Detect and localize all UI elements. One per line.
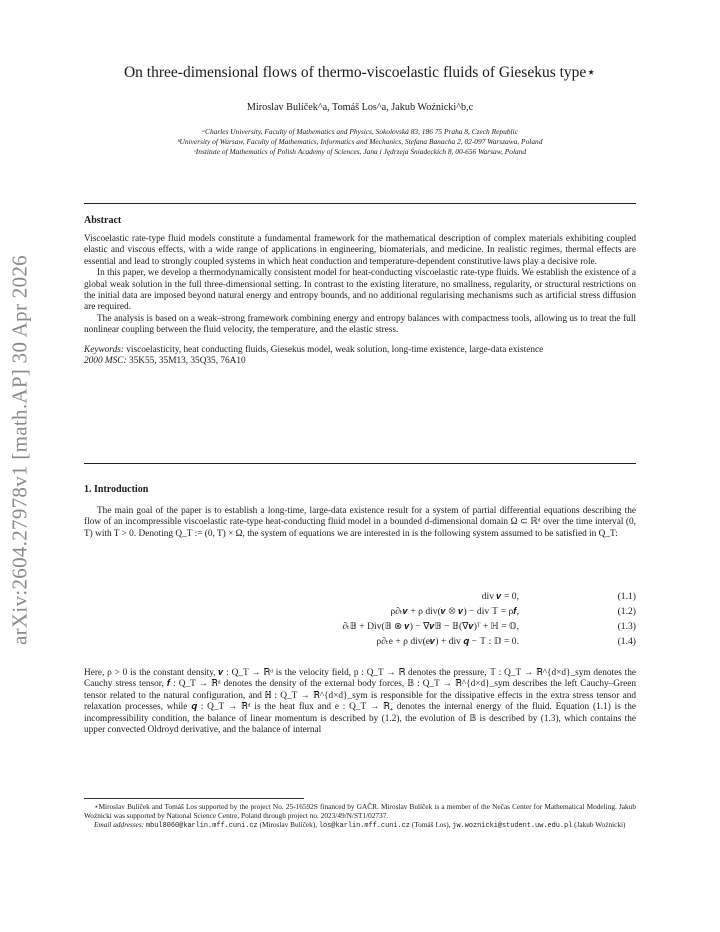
msc-codes [84, 356, 636, 367]
equation-expression: ρ∂ₜe + ρ div(e𝒗) + div 𝒒 − 𝕋 : 𝔻 = 0. [376, 636, 519, 647]
paper-title: On three-dimensional flows of thermo-viscoelastic fluids of Giesekus type⋆ [123, 64, 596, 81]
footnote-rule [84, 798, 304, 799]
equation-expression: ρ∂ₜ𝒗 + ρ div(𝒗 ⊗ 𝒗) − div 𝕋 = ρ𝒇, [390, 606, 519, 617]
intro-paragraph-text: The main goal of the paper is to establish a long-time, large-data existence result for a system of partial differential equations describing the flow of an incompressible viscoelastic rate-type heat-conducting fluid model in a bounded d-dimensional domain Ω ⊂ ℝᵈ over the time interval (0, T) with T > 0. Denoting Q_T := (0, T) × Ω, the system of equations we are interested in is the following system assumed to be satisfied in Q_T: [84, 506, 636, 539]
equation-expression: ∂ₜ𝔹 + Div(𝔹 ⊗ 𝒗) − ∇𝒗𝔹 − 𝔹(∇𝒗)ᵀ + ℍ = 𝕆, [342, 621, 519, 632]
equation-number: (1.3) [617, 621, 636, 632]
funding-note: ⋆Miroslav Bulíček and Tomáš Los supported by the project No. 25-16592S financed by GAČR. Miroslav Bulíček is a member of the Nečas Center for Mathematical Modeling. Jakub Woźnicki was supported by National Science Centre, Poland through project no. 2023/49/N/ST1/02737. [84, 802, 636, 821]
abstract-bottom-rule [84, 463, 636, 464]
abstract-body [84, 234, 636, 367]
equation-number: (1.2) [617, 606, 636, 617]
msc-list: 35K55, 35M13, 35Q35, 76A10 [128, 356, 246, 367]
email-owner: (Tomáš Los), [411, 820, 451, 830]
abstract-top-rule [84, 203, 636, 204]
email-owner: (Jakub Woźnicki) [574, 820, 626, 830]
keywords [84, 345, 636, 356]
equation-expression: div 𝒗 = 0, [481, 591, 519, 602]
intro-paragraph-1 [84, 506, 636, 540]
keywords-label: Keywords: [84, 344, 124, 355]
equation-row [84, 606, 636, 618]
affiliation-c: ᶜInstitute of Mathematics of Polish Academy of Sciences, Jana i Jędrzeja Śniadeckich 8, 00-656 Warsaw, Poland [193, 147, 527, 156]
email-link[interactable]: los@karlin.mff.cuni.cz [318, 822, 410, 831]
intro-paragraph-2 [84, 668, 636, 736]
abstract-paragraph: Viscoelastic rate-type fluid models constitute a fundamental framework for the mathematical description of complex materials exhibiting coupled elastic and viscous effects, with a wide range of applications in engineering, biomaterials, and medicine. In realistic regimes, thermal effects are essential and lead to strongly coupled systems in which heat conduction and temperature-dependent constitutive laws play a decisive role. [84, 234, 636, 267]
email-label: Email addresses: [94, 820, 145, 830]
email-owner: (Miroslav Bulíček), [259, 820, 318, 830]
equation-row [84, 636, 636, 648]
author-list: Miroslav Bulíček^a, Tomáš Los^a, Jakub Woźnicki^b,c [246, 102, 474, 113]
equation-number: (1.4) [617, 636, 636, 647]
keywords-list: viscoelasticity, heat conducting fluids, Giesekus model, weak solution, long-time existence, large-data existence [126, 344, 544, 355]
affiliation-b: ᵇUniversity of Warsaw, Faculty of Mathematics, Informatics and Mechanics, Stefana Banacha 2, 02-097 Warszawa, Poland [177, 137, 543, 146]
email-addresses [84, 820, 636, 831]
msc-label: 2000 MSC: [84, 356, 127, 367]
intro-paragraph-text: Here, ρ > 0 is the constant density, 𝒗 : Q_T → ℝᵈ is the velocity field, p : Q_T → ℝ denotes the pressure, 𝕋 : Q_T → ℝ^{d×d}_sym denotes the Cauchy stress tensor, 𝒇 : Q_T → ℝᵈ denotes the density of the external body forces, 𝔹 : Q_T → ℝ^{d×d}_sym describes the left Cauchy–Green tensor related to the natural configuration, and ℍ : Q_T → ℝ^{d×d}_sym is responsible for the dissipative effects in the extra stress tensor and relaxation processes, while 𝒒 : Q_T → ℝᵈ is the heat flux and e : Q_T → ℝ₊ denotes the internal energy of the fluid. Equation (1.1) is the incompressibility condition, the balance of linear momentum is described by (1.2), the evolution of 𝔹 is described by (1.3), which contains the upper convected Oldroyd derivative, and the balance of internal [84, 668, 636, 736]
section-heading-introduction: 1. Introduction [84, 484, 149, 495]
footnote [84, 802, 636, 832]
arxiv-stamp [0, 240, 40, 660]
equation-row [84, 591, 636, 603]
email-link[interactable]: jw.woznicki@student.uw.edu.pl [452, 822, 573, 831]
abstract-heading: Abstract [84, 215, 122, 226]
affiliation-a: ᵃCharles University, Faculty of Mathematics and Physics, Sokolovská 83, 186 75 Praha 8, Czech Republic [202, 127, 518, 136]
equation-row [84, 621, 636, 633]
email-link[interactable]: mbul8060@karlin.mff.cuni.cz [146, 822, 258, 831]
arxiv-stamp-text: arXiv:2604.27978v1 [math.AP] 30 Apr 2026 [7, 255, 32, 645]
equation-number: (1.1) [617, 591, 636, 602]
abstract-paragraph: In this paper, we develop a thermodynamically consistent model for heat-conducting viscoelastic rate-type fluids. We establish the existence of a global weak solution in the full three-dimensional setting. In contrast to the existing literature, no smallness, regularity, or structural restrictions on the initial data are imposed beyond natural energy and entropy bounds, and no additional regularising mechanisms such as artificial stress diffusion are required. [84, 268, 636, 313]
abstract-paragraph: The analysis is based on a weak–strong framework combining energy and entropy balances with compactness tools, allowing us to treat the full nonlinear coupling between the fluid velocity, the temperature, and the elastic stress. [84, 313, 636, 336]
affiliations [74, 127, 646, 157]
